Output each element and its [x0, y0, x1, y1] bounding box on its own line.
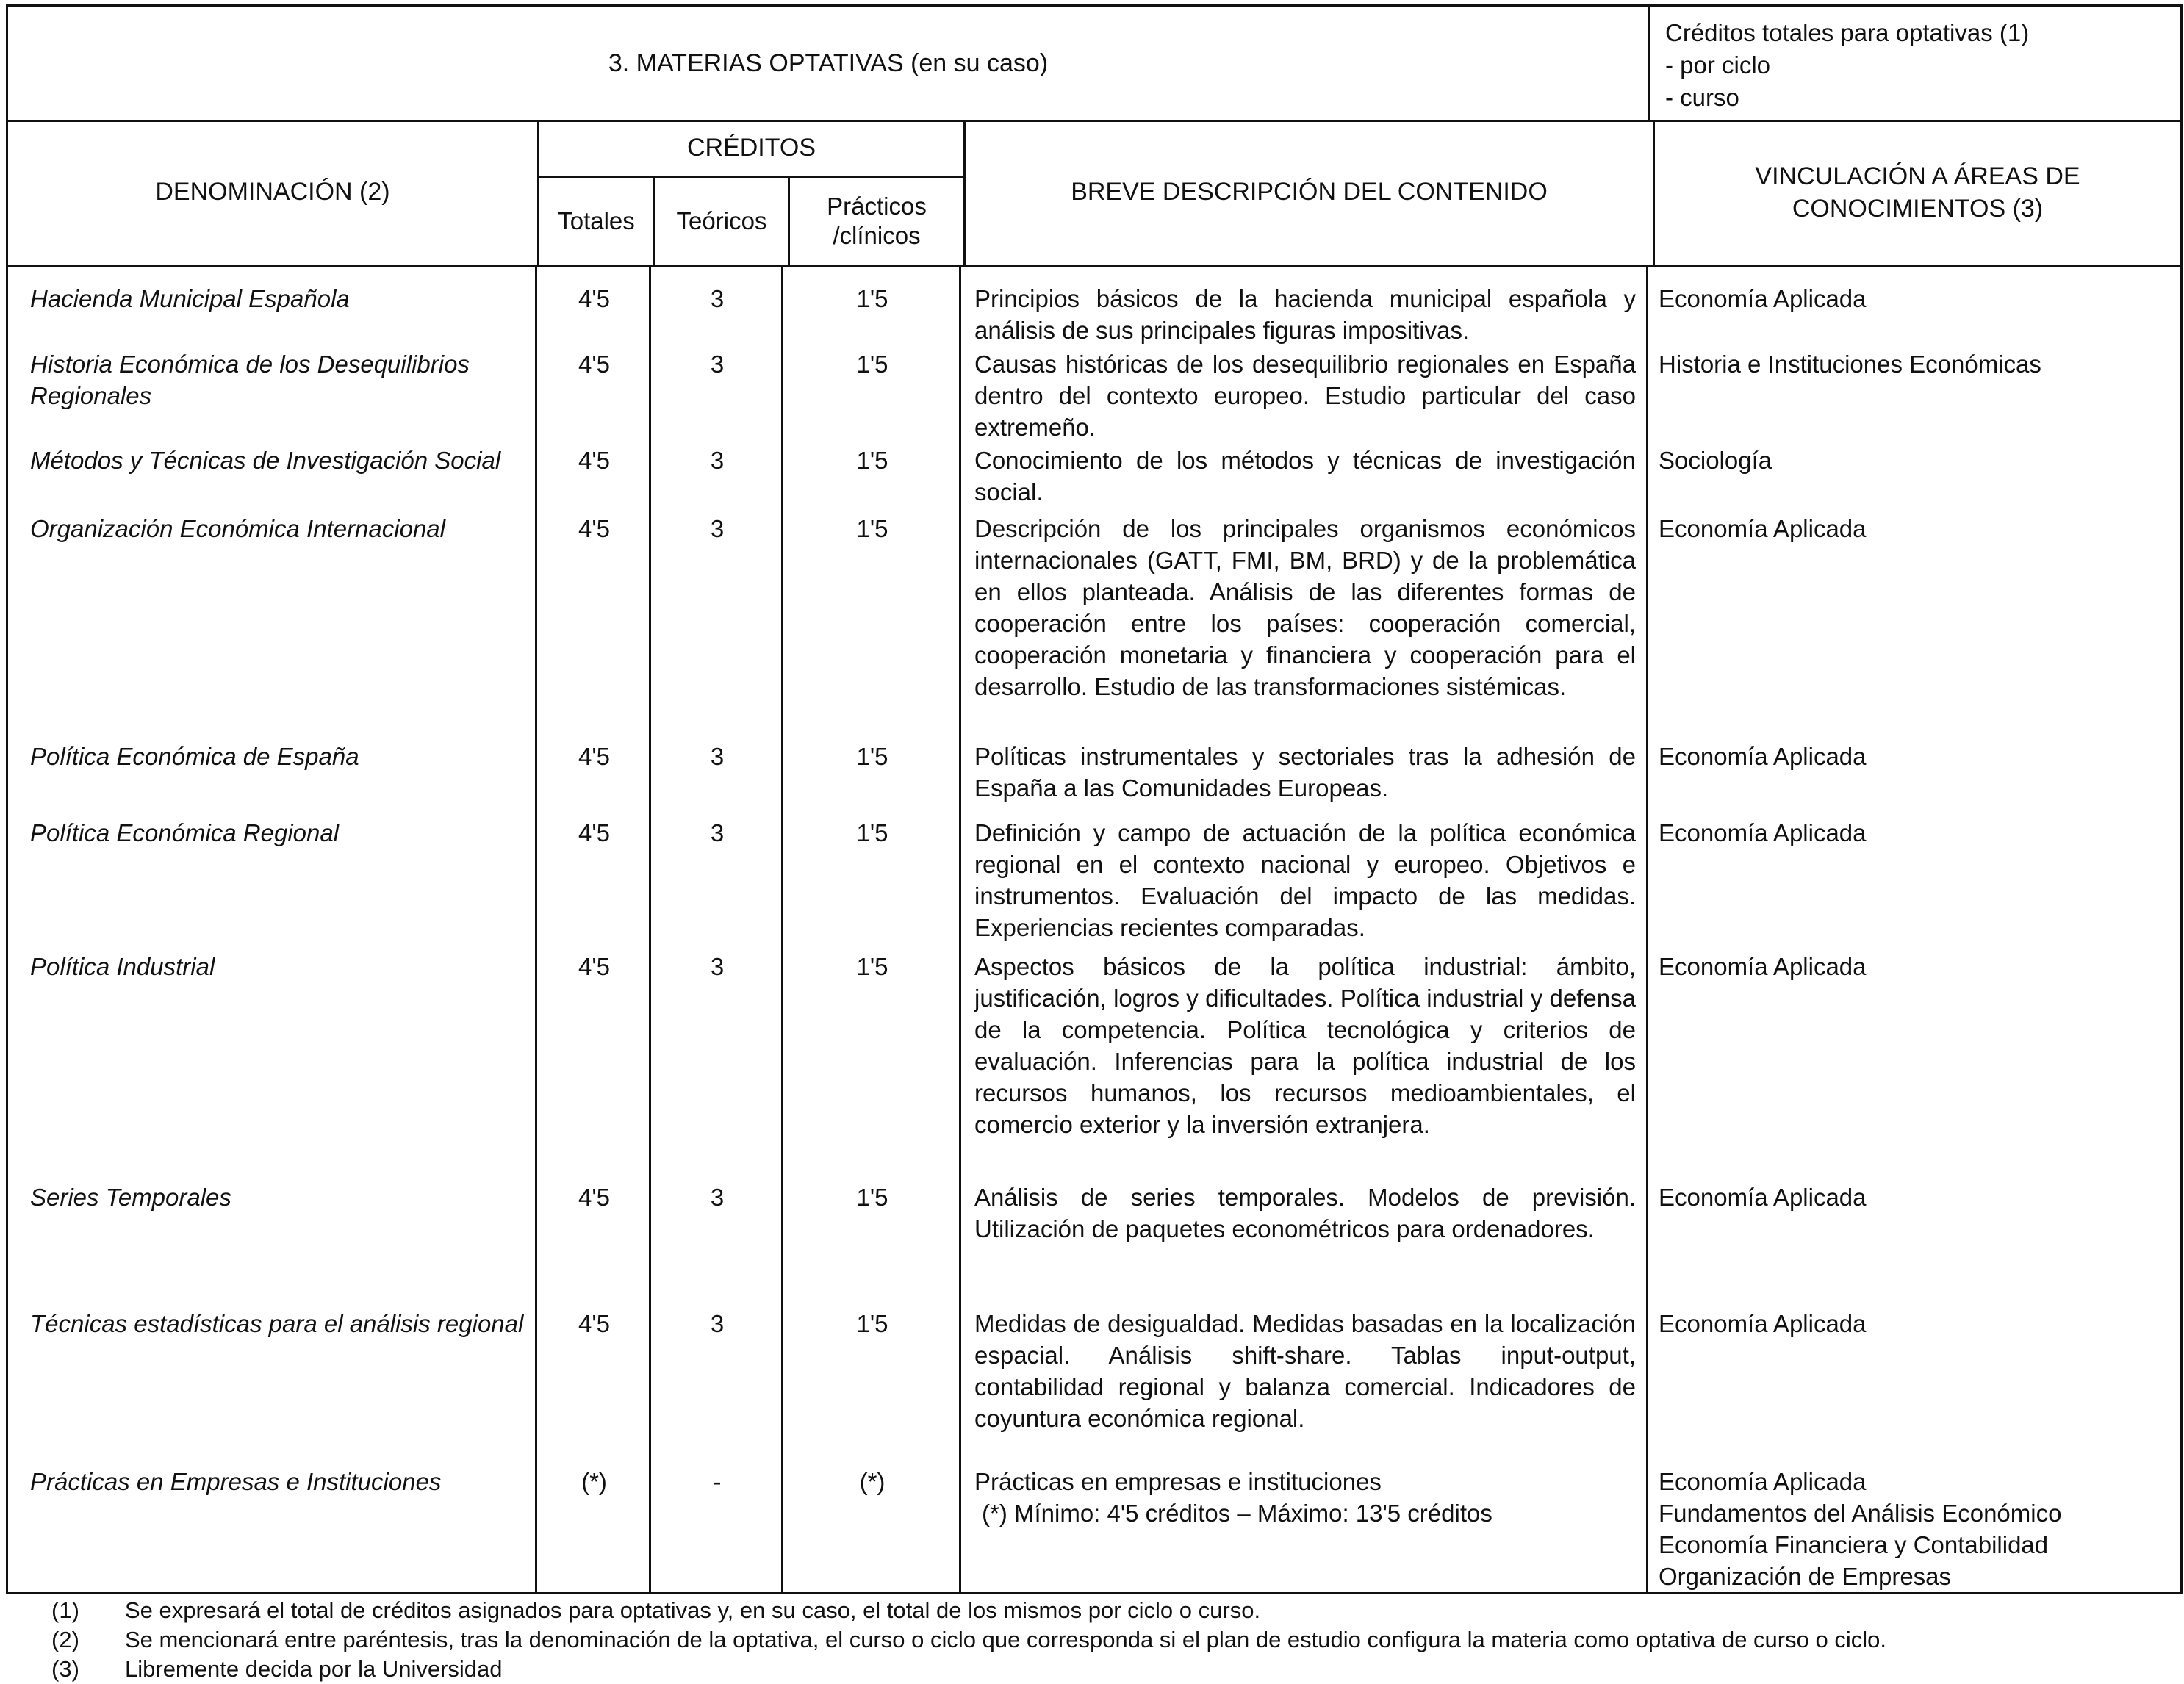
cell-vinculacion: Economía Aplicada: [1659, 285, 1867, 312]
cell-practicos: 1'5: [856, 819, 888, 846]
cell-totales: 4'5: [578, 1310, 610, 1337]
cell-descripcion: Políticas instrumentales y sectoriales tras la adhesión de España a las Comunidades Europeas.: [974, 743, 1636, 802]
vinculacion-item: Economía Aplicada: [1659, 1468, 1867, 1495]
cell-descripcion: Medidas de desigualdad. Medidas basadas en la localización espacial. Análisis shift-share. Tablas input-output, contabilidad regional y balanza comercial. Indicadores de coyuntura económica regional.: [974, 1310, 1636, 1432]
descripcion-note: (*) Mínimo: 4'5 créditos – Máximo: 13'5 créditos: [982, 1500, 1492, 1527]
cell-teoricos: 3: [710, 743, 725, 770]
cell-practicos: 1'5: [856, 515, 888, 542]
footnote: [51, 1655, 2175, 1684]
header-vinculacion: VINCULACIÓN A ÁREAS DE CONOCIMIENTOS (3): [1755, 162, 2080, 223]
cell-practicos: 1'5: [856, 743, 888, 770]
cell-totales: 4'5: [578, 953, 610, 980]
cell-vinculacion: Economía Aplicada: [1659, 1184, 1867, 1211]
footnote: [51, 1625, 2175, 1655]
cell-teoricos: 3: [710, 285, 725, 312]
cell-descripcion: Análisis de series temporales. Modelos de previsión. Utilización de paquetes econométricos para ordenadores.: [974, 1184, 1636, 1242]
cell-teoricos: 3: [710, 515, 725, 542]
cell-teoricos: 3: [710, 447, 725, 474]
credits-box-line: - por ciclo: [1665, 51, 1771, 79]
cell-denominacion: Política Económica de España: [30, 743, 359, 770]
header-practicos: Prácticos /clínicos: [827, 192, 927, 249]
cell-descripcion: Descripción de los principales organismos económicos internacionales (GATT, FMI, BM, BRD) y de la problemática en ellos planteada. Análisis de las diferentes formas de cooperación entre los países: cooperación comercial, cooperación monetaria y financiera y cooperación para el desarrollo. Estudio de las transformaciones sistémicas.: [974, 515, 1636, 700]
cell-vinculacion: Sociología: [1659, 447, 1772, 474]
vinculacion-item: Economía Financiera y Contabilidad: [1659, 1531, 2049, 1558]
cell-practicos: 1'5: [856, 285, 888, 312]
footnote-number: (3): [51, 1656, 79, 1682]
cell-teoricos: 3: [710, 953, 725, 980]
cell-vinculacion: Economía Aplicada: [1659, 1310, 1867, 1337]
cell-denominacion: Prácticas en Empresas e Instituciones: [30, 1468, 442, 1495]
footnote: [51, 1596, 2175, 1625]
header-block: [6, 4, 2183, 122]
header-totales: Totales: [539, 178, 655, 265]
cell-vinculacion: Economía Aplicada: [1659, 515, 1867, 542]
header-descripcion: BREVE DESCRIPCIÓN DEL CONTENIDO: [966, 120, 1655, 265]
cell-totales: 4'5: [578, 743, 610, 770]
footnote-text: Se mencionará entre paréntesis, tras la denominación de la optativa, el curso o ciclo que corresponda si el plan de estudio configura la materia como optativa de curso o ciclo.: [125, 1627, 1886, 1652]
cell-vinculacion: Historia e Instituciones Económicas: [1659, 350, 2041, 378]
cell-descripcion: Causas históricas de los desequilibrio regionales en España dentro del contexto europeo. Estudio particular del caso extremeño.: [974, 350, 1636, 441]
cell-teoricos: -: [713, 1468, 722, 1495]
column-divider: [1646, 265, 1648, 1592]
cell-practicos: 1'5: [856, 953, 888, 980]
cell-denominacion: Política Industrial: [30, 953, 215, 980]
cell-denominacion: Técnicas estadísticas para el análisis regional: [30, 1310, 524, 1337]
cell-practicos: 1'5: [856, 447, 888, 474]
cell-teoricos: 3: [710, 1310, 725, 1337]
cell-teoricos: 3: [710, 350, 725, 378]
cell-descripcion: Aspectos básicos de la política industrial: ámbito, justificación, logros y dificultades. Política industrial y defensa de la competencia. Política tecnológica y criterios de evaluación. Inferencias para la política industrial de los recursos humanos, los recursos medioambientales, el comercio exterior y la inversión extranjera.: [974, 953, 1636, 1138]
cell-descripcion: Principios básicos de la hacienda municipal española y análisis de sus principales figuras impositivas.: [974, 285, 1636, 344]
cell-totales: 4'5: [578, 350, 610, 378]
cell-denominacion: Métodos y Técnicas de Investigación Social: [30, 447, 501, 474]
credits-box-line: - curso: [1665, 84, 1739, 111]
cell-practicos: 1'5: [856, 1184, 888, 1211]
vinculacion-item: Fundamentos del Análisis Económico: [1659, 1500, 2062, 1527]
cell-descripcion: Conocimiento de los métodos y técnicas de investigación social.: [974, 447, 1636, 505]
footnote-number: (1): [51, 1597, 79, 1623]
table-body: [6, 265, 2183, 1594]
section-title: 3. MATERIAS OPTATIVAS (en su caso): [8, 7, 1650, 120]
cell-totales: 4'5: [578, 447, 610, 474]
credits-box-line: Créditos totales para optativas (1): [1665, 19, 2030, 46]
header-denominacion: DENOMINACIÓN (2): [8, 120, 539, 265]
cell-totales: 4'5: [578, 1184, 610, 1211]
cell-teoricos: 3: [710, 1184, 725, 1211]
cell-totales: 4'5: [578, 819, 610, 846]
header-creditos: CRÉDITOS: [539, 120, 963, 178]
footnote-number: (2): [51, 1627, 79, 1652]
cell-practicos: 1'5: [856, 1310, 888, 1337]
cell-practicos: 1'5: [856, 350, 888, 378]
cell-practicos: (*): [859, 1468, 886, 1495]
cell-descripcion: [974, 1466, 1636, 1529]
cell-totales: 4'5: [578, 285, 610, 312]
cell-totales: (*): [581, 1468, 607, 1495]
cell-vinculacion: Economía Aplicada: [1659, 819, 1867, 846]
total-credits-box: [1650, 7, 2180, 120]
cell-denominacion: Hacienda Municipal Española: [30, 285, 350, 312]
cell-vinculacion: Economía Aplicada: [1659, 743, 1867, 770]
cell-denominacion: Organización Económica Internacional: [30, 515, 445, 542]
cell-denominacion: Política Económica Regional: [30, 819, 340, 846]
header-creditos-group: [539, 120, 966, 265]
footnote-text: Se expresará el total de créditos asignados para optativas y, en su caso, el total de los mismos por ciclo o curso.: [125, 1597, 1261, 1623]
cell-descripcion: Definición y campo de actuación de la política económica regional en el contexto nacional y europeo. Objetivos e instrumentos. Evaluación del impacto de las medidas. Experiencias recientes comparadas.: [974, 819, 1636, 941]
cell-denominacion: Historia Económica de los Desequilibrios Regionales: [30, 350, 470, 409]
cell-denominacion: Series Temporales: [30, 1184, 231, 1211]
footnotes: [51, 1596, 2175, 1684]
cell-teoricos: 3: [710, 819, 725, 846]
column-header-row: [6, 120, 2183, 267]
header-teoricos: Teóricos: [655, 178, 790, 265]
cell-vinculacion: Economía Aplicada: [1659, 953, 1867, 980]
descripcion-text: Prácticas en empresas e instituciones: [974, 1468, 1382, 1495]
cell-totales: 4'5: [578, 515, 610, 542]
footnote-text: Libremente decida por la Universidad: [125, 1656, 503, 1682]
cell-vinculacion: [1659, 1466, 2173, 1592]
vinculacion-item: Organización de Empresas: [1659, 1563, 1952, 1590]
